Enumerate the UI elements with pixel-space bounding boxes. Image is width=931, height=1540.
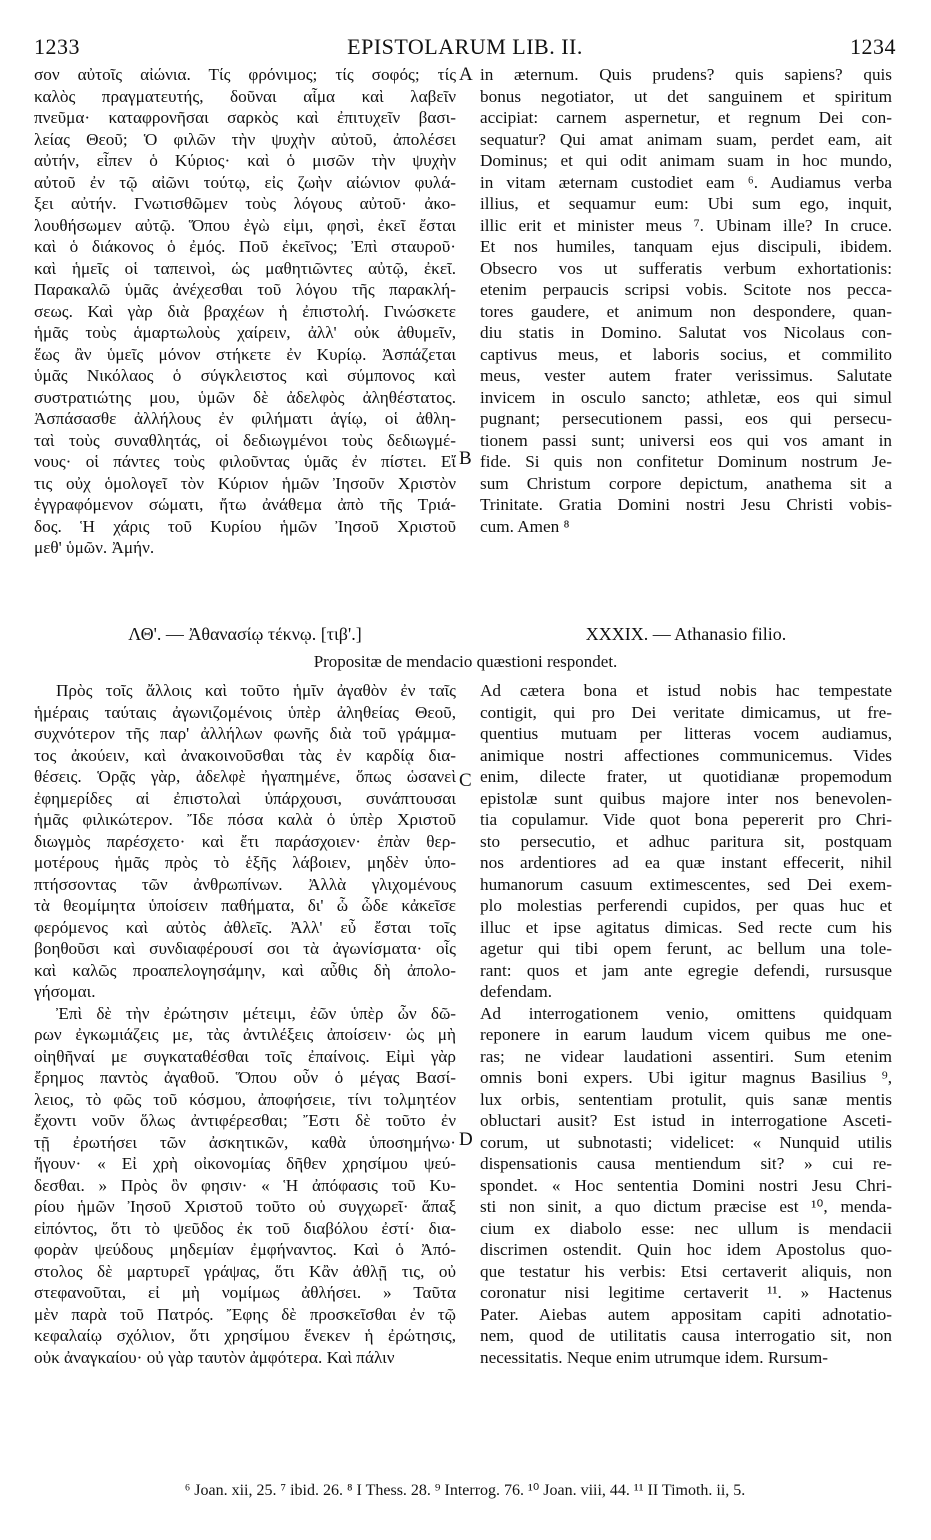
text-line: ἐγγραφόμενον σώματι, ἤτω ἀνάθεμα ἀπὸ τῆς Τριά- <box>34 495 456 514</box>
text-line: omnis boni expers. Ubi igitur magnus Basilius ⁹, <box>480 1068 892 1087</box>
text-line: φερόμενος καὶ αὐτὸς ἀθλεῖς. Ἀλλ' εὖ ἔσται τοῖς <box>34 917 456 937</box>
text-line: Et nos humiles, tanquam ejus discipuli, ibidem. <box>480 237 892 256</box>
text-line: tia copulamur. Vide quot bona pepererit pro Chri- <box>480 810 892 829</box>
text-line: οἰηθῆναί με συγκαταθέσθαι τοῖς ἐπαίνοις. Εἰμὶ γὰρ <box>34 1046 456 1066</box>
text-line: καλὸς πραγματευτής, δοῦναι αἷμα καὶ λαβεῖν <box>34 86 456 106</box>
text-line: ἔχοντι νοῦν ὅλως ἀντιφέρεσθαι; Ἔστι δὲ τοῦτο ἐν <box>34 1111 456 1130</box>
greek-column-top <box>34 64 456 559</box>
text-line: ἡμέραις ταύταις ἀγωνιζομένοις ὑπὲρ ἀληθείας Θεοῦ, <box>34 702 456 722</box>
text-line: sti non sinit, a quo dictum præcise est ¹⁰, menda- <box>480 1197 892 1216</box>
text-line: ταὶ τοὺς συναθλητάς, οἱ δεδιωγμένοι τοὺς δεδιωγμέ- <box>34 430 456 450</box>
text-line: πτήσσοντας τῶν ἀνθρωπίνων. Ἀλλὰ γλιχομένους <box>34 874 456 894</box>
text-line: πνεῦμα· καταφρονῆσαι σαρκὸς καὶ ἐπιτυχεῖν βασι- <box>34 108 456 127</box>
text-line: sto persecutio, et adhuc paritura sit, postquam <box>480 831 892 851</box>
text-line: plo molestias perferendi cupidos, per quas huc et <box>480 896 892 915</box>
text-line: Ἀσπάσασθε ἀλλήλους ἐν φιλήματι ἁγίῳ, οἱ ἀθλη- <box>34 409 456 428</box>
text-line: τὰ θεομίμητα ὑποίσειν παθήματα, δι' ὧ ὧδε κἀκεῖσε <box>34 896 456 915</box>
text-line: ἕως ἂν ὑμεῖς μόνον στήκετε ἐν Κυρίῳ. Ἀσπάζεται <box>34 344 456 364</box>
text-line: Dominus; et qui odit animam suam in hoc mundo, <box>480 151 892 170</box>
text-line: δεσθαι. » Πρὸς ὃν φησιν· « Ἡ ἀπόφασις τοῦ Κυ- <box>34 1175 456 1195</box>
text-line: spondet. « Hoc sententia Domini nostri Jesu Chri- <box>480 1175 892 1195</box>
text-line: εἰπόντος, ὅτι τὸ ψεῦδος ἐκ τοῦ διαβόλου ἐστί· δια- <box>34 1218 456 1238</box>
greek-column-bottom <box>34 680 456 1368</box>
text-line: ρων ἐγκωμιάζεις με, τὰς ἀντιλέξεις ἀποίσειν· ὡς μὴ <box>34 1025 456 1044</box>
text-line: contigit, qui pro Dei veritate dimicamus, ut fre- <box>480 702 892 722</box>
text-line: θέσεις. Ὁρᾷς γὰρ, ἀδελφὲ ἠγαπημένε, ὅπως ὡσανεὶ <box>34 767 456 786</box>
margin-marker-a: A <box>459 64 473 85</box>
text-line: ἤγουν· « Εἰ χρὴ οἰκονομίας δῆθεν χρησίμου ψεύ- <box>34 1154 456 1173</box>
text-line: Ad cætera bona et istud nobis hac tempestate <box>480 681 892 700</box>
text-line: humanorum casuum extimescentes, sed Dei exem- <box>480 874 892 894</box>
text-line: coronatur nisi legitime certaverit ¹¹. » Hactenus <box>480 1283 892 1302</box>
text-line: que testatur his verbis: Etsi certaverit aliquis, non <box>480 1261 892 1281</box>
text-line: ἐφημερίδες αἱ ἐπιστολαὶ ὑπάρχουσι, συνάπτουσαι <box>34 788 456 808</box>
margin-marker-b: B <box>459 448 472 469</box>
margin-marker-d: D <box>459 1129 473 1150</box>
text-line: tionem passi sunt; universi eos qui vos amant in <box>480 430 892 450</box>
text-line: lux orbis, sententiam protulit, quis sanæ mentis <box>480 1089 892 1109</box>
text-line: etenim perpaucis scripsi vobis. Scitote nos pecca- <box>480 280 892 299</box>
text-line: μεθ' ὑμῶν. Ἀμήν. <box>34 538 155 557</box>
running-title: EPISTOLARUM LIB. II. <box>347 34 583 59</box>
text-line: τις οὐχ ὁμολογεῖ τὸν Κύριον ἡμῶν Ἰησοῦν Χριστὸν <box>34 473 456 493</box>
text-line: Ad interrogationem venio, omittens quidquam <box>480 1003 892 1023</box>
text-line: nem, quod de utilitatis causa interrogatio sit, non <box>480 1326 892 1345</box>
text-line: sequatur? Qui amat animam suam, perdet eam, ait <box>480 129 892 149</box>
text-line: αὐτοῦ ἐν τῷ αἰῶνι τούτῳ, εἰς ζωὴν αἰώνιον φυλά- <box>34 172 456 192</box>
text-line: σεως. Καὶ γὰρ διὰ βραχέων ἡ ἐπιστολή. Γινώσκετε <box>34 301 456 321</box>
text-line: ἡμᾶς τοὺς ἁμαρτωλοὺς χαίρειν, ἀλλ' οὐκ ἀθυμεῖν, <box>34 323 456 342</box>
text-line: συχνότερον τῆς παρ' ἀλλήλων φωνῆς διὰ τοῦ γράμμα- <box>34 724 456 743</box>
text-line: γήσομαι. <box>34 982 96 1001</box>
text-line: καὶ ἡμεῖς οἱ ταπεινοὶ, ὡς μαθητιῶντες αὐτῷ, ἐκεῖ. <box>34 258 456 278</box>
letter-subtitle: Propositæ de mendacio quæstioni respondet. <box>313 652 618 671</box>
text-line: bonus negotiator, ut det sanguinem et spiritum <box>480 86 892 106</box>
text-line: στολος δὲ μαρτυρεῖ γράψας, ὅτι Κἂν ἀθλῇ τις, οὐ <box>34 1261 456 1281</box>
text-line: discrimen ostendit. Quin hoc idem Apostolus quo- <box>480 1240 892 1259</box>
text-line: λειος, τὸ φῶς τοῦ κόσμου, ἀποφήσειε, τίνι τολμητέον <box>34 1089 456 1109</box>
text-line: diu statis in Domino. Salutat vos Nicolaus con- <box>480 323 892 342</box>
page-number-left: 1233 <box>34 34 80 59</box>
text-line: nos ardentiores ad ea quæ instant effecerit, nihil <box>480 853 892 872</box>
footnotes: ⁶ Joan. xii, 25. ⁷ ibid. 26. ⁸ I Thess. 28. ⁹ Interrog. 76. ¹⁰ Joan. viii, 44. ¹¹ II Timoth. ii, 5. <box>184 1482 746 1499</box>
text-line: ras; ne videar laudationi assentiri. Sum etenim <box>480 1046 892 1066</box>
text-line: δος. Ἡ χάρις τοῦ Κυρίου ἡμῶν Ἰησοῦ Χριστοῦ <box>34 516 456 536</box>
letter-title-latin: XXXIX. — Athanasio filio. <box>585 624 787 644</box>
text-line: quentius mutuam per litteras vocem audiamus, <box>480 724 892 743</box>
text-line: defendam. <box>480 982 553 1001</box>
text-line: οὐκ ἀναγκαίου· οὐ γὰρ ταυτὸν ἀμφότερα. Καὶ πάλιν <box>34 1347 395 1367</box>
text-line: καὶ ὁ διάκονος ὁ ἐμός. Ποῦ ἐκεῖνος; Ἐπὶ σταυροῦ· <box>34 237 456 256</box>
text-line: λείας Θεοῦ; Ὁ φιλῶν τὴν ψυχὴν αὐτοῦ, ἀπολέσει <box>34 129 456 149</box>
text-line: pugnant; persecutionem passi, eos qui persecu- <box>480 409 892 428</box>
text-line: captivus meus, et laboris socius, et commilito <box>480 344 892 364</box>
text-line: Pater. Aiebas autem appositam capiti adnotatio- <box>480 1304 892 1324</box>
text-line: μοτέρους ἡμᾶς πρὸς τὸ ἑξῆς λάβοιεν, μηδὲν ὑπο- <box>34 853 456 872</box>
text-line: ὑμᾶς Νικόλαος ὁ σύγκλειστος καὶ σύμπονος καὶ <box>34 366 456 385</box>
page-header <box>34 34 896 62</box>
text-line: μὲν παρὰ τοῦ Πατρός. Ἔφης δὲ προσκεῖσθαι ἐν τῷ <box>34 1304 456 1324</box>
latin-column-bottom <box>480 680 892 1368</box>
text-line: sum Christum corpore depictum, anathema sit a <box>480 473 892 493</box>
text-line: βοηθοῦσι καὶ συνδιαφέρουσί σοι τὰ ἀγωνίσματα· οἷς <box>34 939 456 958</box>
text-line: epistolæ sunt quibus majore inter nos benevolen- <box>480 788 892 808</box>
text-line: necessitatis. Neque enim utrumque idem. Rursum- <box>480 1347 828 1367</box>
text-line: διωγμὸς παρέσχετο· καὶ ἔτι παράσχοιεν· ἐπὰν θερ- <box>34 831 456 851</box>
text-line: meus, vester autem frater verissimus. Salutate <box>480 366 892 385</box>
text-line: τῇ ἐρωτήσει τῶν ἀσκητικῶν, καθὰ ὑποσημήνω· <box>34 1132 456 1152</box>
text-line: συστρατιώτης μου, ὑμῶν δὲ ἀδελφὸς ἀληθέστατος. <box>34 387 456 407</box>
text-line: κεφαλαίῳ σχόλιον, ὅτι χρησίμου ἕνεκεν ἡ ἐρώτησις, <box>34 1326 456 1345</box>
text-line: τος ἀκούειν, καὶ ἀνακοινοῦσθαι τὰς ἐν καρδίᾳ δια- <box>34 745 456 765</box>
text-line: Ἐπὶ δὲ τὴν ἐρώτησιν μέτειμι, ἐῶν ὑπὲρ ὧν δῶ- <box>56 1003 456 1023</box>
text-line: Obsecro vos ut sufferatis verbum exhortationis: <box>480 258 892 278</box>
text-line: cium ex diabolo esse: nec ullum is mendacii <box>480 1218 892 1238</box>
text-line: corum, ut subnotasti; videlicet: « Nunquid utilis <box>480 1132 892 1152</box>
letter-title-greek: ΛΘ'. — Ἀθανασίῳ τέκνῳ. [τιβ'.] <box>128 624 362 644</box>
text-line: φορὰν ψεύδους μηδεμίαν ἐμφήναντος. Καὶ ὁ Ἀπό- <box>34 1240 456 1259</box>
text-line: in vitam æternam custodiet eam ⁶. Audiamus verba <box>480 172 892 192</box>
text-line: ἡμᾶς φιλικώτερον. Ἴδε πόσα καλὰ ὁ ὑπὲρ Χριστοῦ <box>34 810 456 829</box>
text-line: reponere in earum laudum vicem quibus me one- <box>480 1025 892 1044</box>
margin-marker-c: C <box>459 770 472 791</box>
text-line: agetur qui tibi opem ferunt, ac bellum una tole- <box>480 939 892 958</box>
text-line: Πρὸς τοῖς ἄλλοις καὶ τοῦτο ἡμῖν ἀγαθὸν ἐν ταῖς <box>56 681 456 700</box>
text-line: animique nostri affectiones communicemus. Vides <box>480 745 892 765</box>
text-line: ἔρημος παντὸς ἀγαθοῦ. Ὅπου οὖν ὁ μέγας Βασί- <box>34 1068 456 1087</box>
text-line: στεφανοῦται, εἰ μὴ νομίμως ἀθλήσει. » Ταῦτα <box>34 1283 456 1302</box>
text-line: ρίου ἡμῶν Ἰησοῦ Χριστοῦ τοῦτο οὐ συγχωρεῖ· ἅπαξ <box>34 1197 456 1216</box>
text-line: ξει αὐτήν. Γνωτισθῶμεν τοὺς λόγους αὐτοῦ· ἀκο- <box>34 194 456 213</box>
text-line: cum. Amen ⁸ <box>480 516 570 536</box>
text-line: dispensationis causa mentiendum sit? » cui re- <box>480 1154 892 1173</box>
text-line: accipiat: carnem aspernetur, et regnum Dei con- <box>480 108 892 127</box>
text-line: Trinitate. Gratia Domini nostri Jesu Christi vobis- <box>480 495 892 514</box>
text-line: enim, dilecte frater, ut quotidianæ propemodum <box>480 767 892 786</box>
text-line: Παρακαλῶ ὑμᾶς ἀνέχεσθαι τοῦ λόγου τῆς παρακλή- <box>34 280 456 299</box>
text-line: illuc et ipse agitatus dimicas. Sed recte cum his <box>480 917 892 937</box>
text-line: illic erit et minister meus ⁷. Ubinam ille? In cruce. <box>480 215 892 235</box>
latin-column-top <box>480 64 892 537</box>
text-line: in æternum. Quis prudens? quis sapiens? quis <box>480 65 892 84</box>
text-line: καὶ καλῶς προαπελογησάμην, καὶ αὖθις δὴ ἀπολο- <box>34 960 456 980</box>
text-line: invicem in osculo sancto; athletæ, eos qui simul <box>480 387 892 407</box>
text-line: fide. Si quis non confitetur Dominum nostrum Je- <box>480 452 892 471</box>
text-line: obluctari ausit? Est istud in interrogatione Asceti- <box>480 1111 892 1130</box>
page-number-right: 1234 <box>850 34 896 59</box>
text-line: tores gaudere, et animum non despondere, quan- <box>480 301 892 321</box>
text-line: νους· οἱ πάντες τοὺς φιλοῦντας ὑμᾶς ἐν πίστει. Εἴ <box>34 452 456 471</box>
text-line: illius, et sequamur eum: Ubi sum ego, inquit, <box>480 194 892 213</box>
text-line: σον αὐτοῖς αἰώνια. Τίς φρόνιμος; τίς σοφός; τίς <box>34 65 456 84</box>
text-line: rant: quos et jam ante egregie defendi, rursusque <box>480 960 892 980</box>
text-line: λουθήσωμεν αὐτῷ. Ὅπου ἐγὼ εἰμι, φησὶ, ἐκεῖ ἔσται <box>34 215 456 235</box>
text-line: αὐτήν, εἶπεν ὁ Κύριος· καὶ ὁ μισῶν τὴν ψυχὴν <box>34 151 456 170</box>
